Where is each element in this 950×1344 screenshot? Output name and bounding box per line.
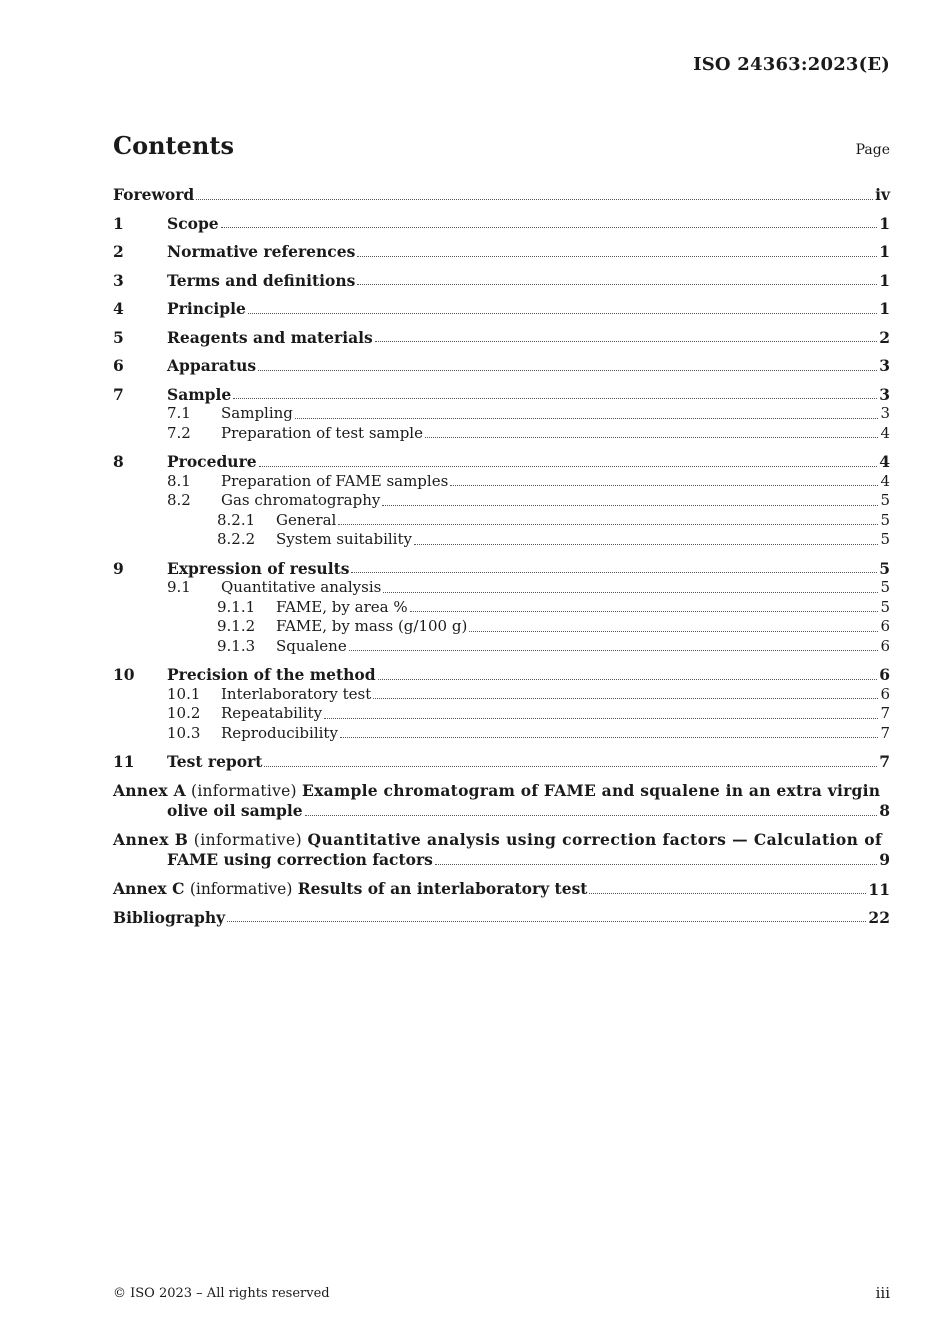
toc-number: 10.2 xyxy=(167,704,201,722)
annex-name: Annex B xyxy=(113,829,189,849)
toc-label: Reproducibility xyxy=(221,723,338,742)
toc-page: 4 xyxy=(879,452,890,471)
dot-leader xyxy=(357,256,877,257)
toc-entry[interactable] xyxy=(113,511,890,531)
toc-number: 9.1.2 xyxy=(217,617,256,635)
annex-title-continued: olive oil sample xyxy=(167,801,303,820)
toc-page: 5 xyxy=(880,530,890,548)
dot-leader xyxy=(425,437,878,438)
dot-leader xyxy=(414,544,878,545)
toc-label: Bibliography xyxy=(113,907,226,927)
toc-entry[interactable] xyxy=(113,578,890,598)
toc-entry[interactable] xyxy=(113,656,890,685)
toc-number: 9.1.3 xyxy=(217,636,256,655)
page-title: Contents xyxy=(113,131,234,160)
toc-label: Procedure xyxy=(167,452,257,471)
toc-entry[interactable] xyxy=(113,185,890,205)
dot-leader xyxy=(469,631,878,632)
toc-annex-a[interactable] xyxy=(113,781,890,821)
toc-annex-c[interactable] xyxy=(113,879,890,900)
toc-label: Scope xyxy=(167,213,219,233)
toc-label: Sampling xyxy=(221,404,293,422)
toc-page: 5 xyxy=(880,597,890,616)
toc-entries xyxy=(113,185,890,772)
copyright-notice: © ISO 2023 – All rights reserved xyxy=(113,1286,330,1301)
toc-page: 5 xyxy=(880,578,890,596)
toc-page: iv xyxy=(875,185,890,204)
toc-page: 7 xyxy=(880,723,890,742)
toc-label: System suitability xyxy=(276,530,412,548)
toc-entry[interactable] xyxy=(113,262,890,291)
annex-page: 8 xyxy=(879,801,890,820)
toc-label: Normative references xyxy=(167,242,356,261)
page-column-label: Page xyxy=(855,142,890,158)
toc-number: 1 xyxy=(113,213,124,233)
toc-label: Preparation of FAME samples xyxy=(221,471,449,490)
toc-page: 1 xyxy=(879,299,890,318)
toc-entry[interactable] xyxy=(113,319,890,348)
toc-page: 6 xyxy=(879,665,890,684)
annex-title-continued: FAME using correction factors xyxy=(167,850,433,869)
toc-entry[interactable] xyxy=(113,404,890,424)
toc-page: 6 xyxy=(880,684,890,703)
dot-leader xyxy=(351,572,877,573)
dot-leader xyxy=(373,698,878,699)
dot-leader xyxy=(259,466,878,467)
dot-leader xyxy=(305,815,878,816)
toc-number: 10.3 xyxy=(167,723,201,742)
toc-number: 7.1 xyxy=(167,404,191,422)
dot-leader xyxy=(589,893,866,894)
toc-entry[interactable] xyxy=(113,424,890,444)
toc-number: 8.2 xyxy=(167,491,191,509)
toc-number: 9 xyxy=(113,558,124,578)
toc-number: 5 xyxy=(113,327,124,347)
toc-label: Foreword xyxy=(113,185,195,204)
dot-leader xyxy=(196,199,873,200)
dot-leader xyxy=(382,505,878,506)
annex-title: Results of an interlaboratory test xyxy=(297,878,588,898)
toc-entry[interactable] xyxy=(113,290,890,319)
dot-leader xyxy=(410,611,879,612)
toc-entry[interactable] xyxy=(113,550,890,579)
annex-qualifier: (informative) xyxy=(191,781,297,800)
toc-entry[interactable] xyxy=(113,233,890,262)
dot-leader xyxy=(357,284,877,285)
toc-page: 4 xyxy=(880,471,890,490)
toc-entry[interactable] xyxy=(113,443,890,472)
toc-number: 4 xyxy=(113,299,124,318)
annex-qualifier: (informative) xyxy=(189,879,293,898)
dot-leader xyxy=(295,418,879,419)
toc-entry[interactable] xyxy=(113,491,890,511)
toc-page: 1 xyxy=(879,213,890,233)
toc-page: 22 xyxy=(868,907,890,927)
toc-entry[interactable] xyxy=(113,743,890,772)
toc-label: Repeatability xyxy=(221,704,323,722)
toc-label: Principle xyxy=(167,299,246,318)
annex-name: Annex C xyxy=(113,878,185,898)
toc-entry[interactable] xyxy=(113,704,890,724)
toc-page: 1 xyxy=(879,242,890,261)
toc-page: 5 xyxy=(880,491,890,509)
toc-page: 1 xyxy=(879,270,890,290)
toc-label: Apparatus xyxy=(167,356,257,375)
toc-annex-b[interactable] xyxy=(113,830,890,870)
toc-number: 8.1 xyxy=(167,471,191,490)
toc-entry[interactable] xyxy=(113,598,890,618)
toc-number: 6 xyxy=(113,356,124,375)
toc-label: Gas chromatography xyxy=(221,491,381,509)
toc-page: 4 xyxy=(880,423,890,442)
toc-number: 9.1 xyxy=(167,578,191,596)
toc-number: 7 xyxy=(113,384,124,404)
toc-number: 3 xyxy=(113,270,124,290)
toc-entry[interactable] xyxy=(113,637,890,657)
toc-page: 5 xyxy=(880,510,890,529)
toc-entry[interactable] xyxy=(113,376,890,405)
toc-number: 8.2.1 xyxy=(217,510,256,529)
toc-entry[interactable] xyxy=(113,530,890,550)
toc-label: Reagents and materials xyxy=(167,327,373,347)
toc-page: 5 xyxy=(879,558,890,578)
toc-entry[interactable] xyxy=(113,205,890,234)
dot-leader xyxy=(227,921,866,922)
toc-page: 7 xyxy=(880,704,890,722)
document-id: ISO 24363:2023(E) xyxy=(693,54,890,75)
toc-label: Precision of the method xyxy=(167,665,376,684)
toc-label: Terms and definitions xyxy=(167,270,356,290)
dot-leader xyxy=(338,524,878,525)
toc-number: 8.2.2 xyxy=(217,530,256,548)
toc-label: Expression of results xyxy=(167,558,350,578)
table-of-contents xyxy=(113,185,890,927)
toc-number: 7.2 xyxy=(167,423,191,442)
toc-number: 8 xyxy=(113,452,124,471)
toc-label: Squalene xyxy=(276,636,347,655)
toc-label: Quantitative analysis xyxy=(221,578,382,596)
toc-number: 2 xyxy=(113,242,124,261)
toc-number: 10 xyxy=(113,665,135,684)
toc-label: General xyxy=(276,510,337,529)
toc-bibliography[interactable] xyxy=(113,899,890,927)
dot-leader xyxy=(340,737,879,738)
dot-leader xyxy=(378,679,878,680)
dot-leader xyxy=(375,341,877,342)
annex-title: Example chromatogram of FAME and squalene in an extra virgin xyxy=(302,780,881,800)
toc-number: 10.1 xyxy=(167,684,201,703)
toc-number: 9.1.1 xyxy=(217,597,256,616)
toc-page: 3 xyxy=(880,404,890,422)
toc-label: Preparation of test sample xyxy=(221,423,423,442)
toc-label: FAME, by area % xyxy=(276,597,408,616)
dot-leader xyxy=(435,864,877,865)
toc-label: Test report xyxy=(167,752,263,771)
toc-entry[interactable] xyxy=(113,685,890,705)
toc-label: Interlaboratory test xyxy=(221,684,372,703)
dot-leader xyxy=(264,766,877,767)
toc-page: 3 xyxy=(879,356,890,375)
page-number: iii xyxy=(875,1284,890,1302)
dot-leader xyxy=(450,485,878,486)
dot-leader xyxy=(248,313,877,314)
toc-entry[interactable] xyxy=(113,724,890,744)
toc-page: 2 xyxy=(879,327,890,347)
dot-leader xyxy=(324,718,878,719)
toc-page: 6 xyxy=(880,617,890,635)
annex-title: Quantitative analysis using correction factors — Calculation of xyxy=(307,829,883,849)
annex-name: Annex A xyxy=(113,780,186,800)
toc-entry[interactable] xyxy=(113,617,890,637)
toc-page: 3 xyxy=(879,384,890,404)
dot-leader xyxy=(221,227,878,228)
annex-qualifier: (informative) xyxy=(193,830,303,849)
toc-label: FAME, by mass (g/100 g) xyxy=(276,617,468,635)
toc-page: 6 xyxy=(880,636,890,655)
toc-label: Sample xyxy=(167,384,232,404)
toc-number: 11 xyxy=(113,752,135,771)
toc-page: 7 xyxy=(879,752,890,771)
dot-leader xyxy=(233,398,877,399)
annex-page: 11 xyxy=(868,879,890,899)
dot-leader xyxy=(349,650,879,651)
annex-page: 9 xyxy=(879,850,890,869)
toc-entry[interactable] xyxy=(113,472,890,492)
dot-leader xyxy=(258,370,877,371)
dot-leader xyxy=(383,592,878,593)
toc-entry[interactable] xyxy=(113,347,890,376)
